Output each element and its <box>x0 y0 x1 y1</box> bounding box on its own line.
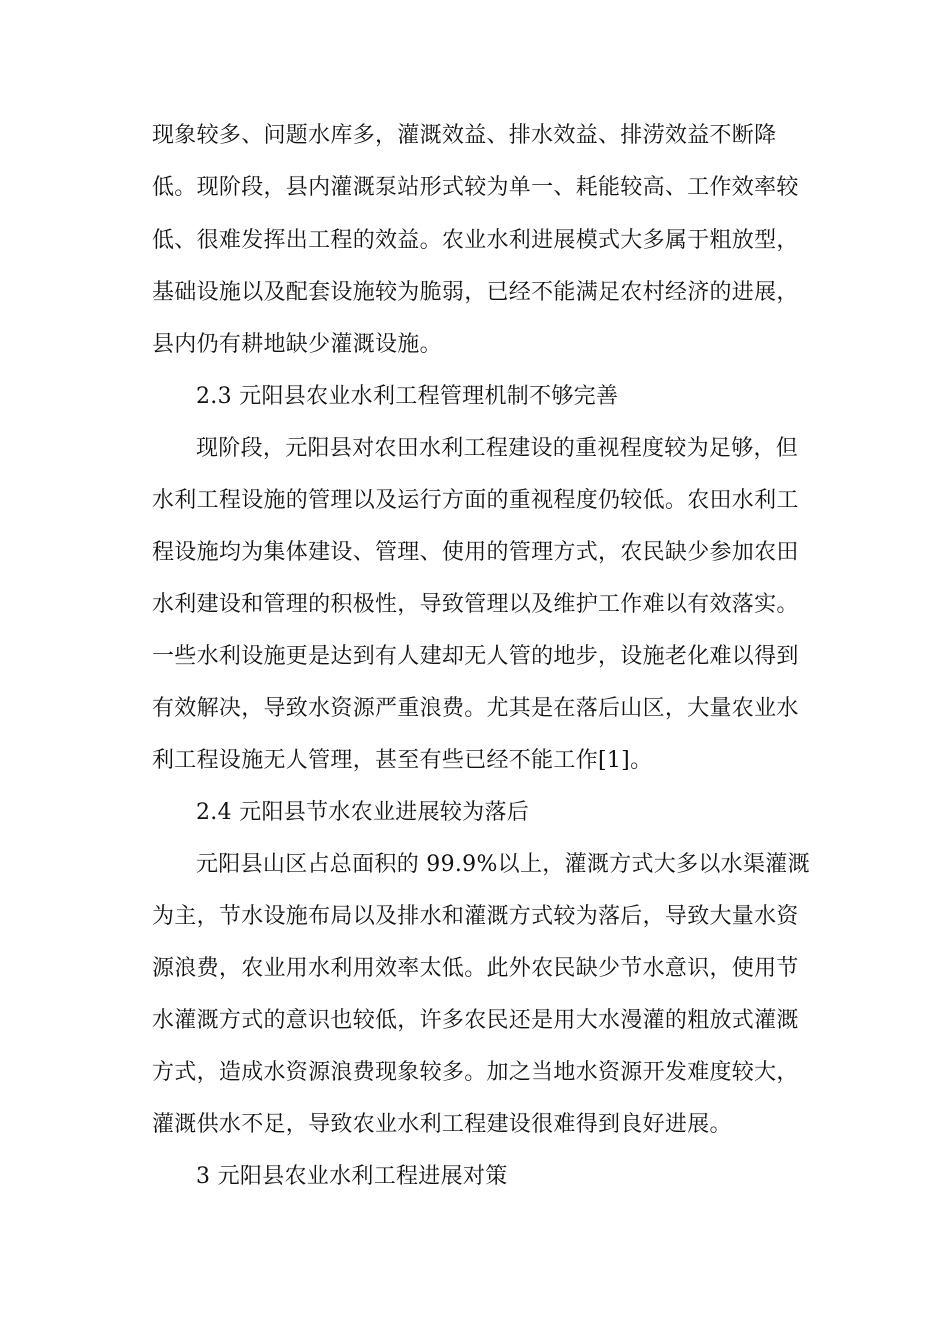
section-heading-2-3: 2.3 元阳县农业水利工程管理机制不够完善 <box>196 384 619 409</box>
body-text-line: 低。现阶段，县内灌溉泵站形式较为单一、耗能较高、工作效率较 <box>152 175 799 200</box>
body-text-line: 程设施均为集体建设、管理、使用的管理方式，农民缺少参加农田 <box>152 540 799 565</box>
body-text-line: 有效解决，导致水资源严重浪费。尤其是在落后山区，大量农业水 <box>152 696 799 721</box>
body-text-line: 利工程设施无人管理，甚至有些已经不能工作[1]。 <box>152 748 653 773</box>
body-text-line: 基础设施以及配套设施较为脆弱，已经不能满足农村经济的进展， <box>152 280 799 305</box>
body-text-line: 为主，节水设施布局以及排水和灌溉方式较为落后，导致大量水资 <box>152 904 799 929</box>
body-text-line: 水利建设和管理的积极性，导致管理以及维护工作难以有效落实。 <box>152 592 799 617</box>
body-text-line: 低、很难发挥出工程的效益。农业水利进展模式大多属于粗放型， <box>152 228 799 253</box>
body-text-line: 县内仍有耕地缺少灌溉设施。 <box>152 332 442 357</box>
body-text-line: 灌溉供水不足，导致农业水利工程建设很难得到良好进展。 <box>152 1112 732 1137</box>
body-text-line: 现阶段，元阳县对农田水利工程建设的重视程度较为足够，但 <box>196 436 799 461</box>
body-text-line: 现象较多、问题水库多，灌溉效益、排水效益、排涝效益不断降 <box>152 123 777 148</box>
body-text-line: 水利工程设施的管理以及运行方面的重视程度仍较低。农田水利工 <box>152 488 799 513</box>
section-heading-2-4: 2.4 元阳县节水农业进展较为落后 <box>196 800 530 825</box>
body-text-line: 一些水利设施更是达到有人建却无人管的地步，设施老化难以得到 <box>152 644 799 669</box>
body-text-line: 方式，造成水资源浪费现象较多。加之当地水资源开发难度较大， <box>152 1060 799 1085</box>
body-text-line: 元阳县山区占总面积的 99.9%以上，灌溉方式大多以水渠灌溉 <box>196 852 810 877</box>
body-text-line: 水灌溉方式的意识也较低，许多农民还是用大水漫灌的粗放式灌溉 <box>152 1008 799 1033</box>
section-heading-3: 3 元阳县农业水利工程进展对策 <box>196 1164 508 1189</box>
body-text-line: 源浪费，农业用水利用效率太低。此外农民缺少节水意识，使用节 <box>152 956 799 981</box>
